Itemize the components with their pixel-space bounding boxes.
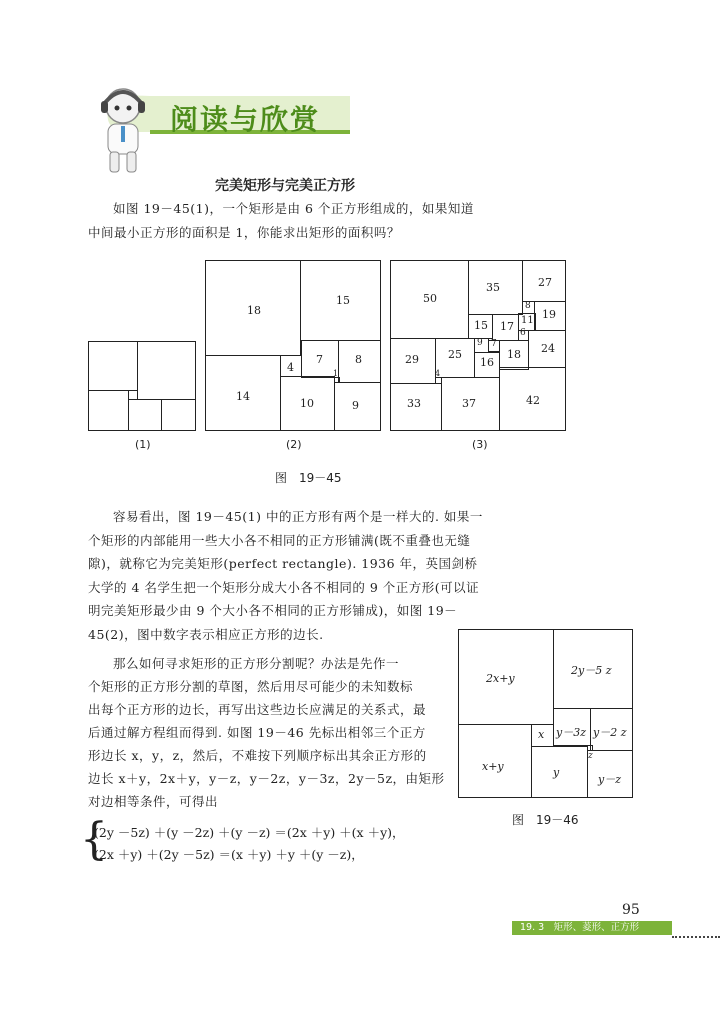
fig2-label-10: 10 xyxy=(300,397,314,410)
fig3-label-4: 4 xyxy=(435,369,441,378)
fig2-label-18: 18 xyxy=(247,304,261,317)
paragraph-method-line1: 那么如何寻求矩形的正方形分割呢？办法是先作一 xyxy=(113,656,400,671)
fig3-label-8: 8 xyxy=(525,301,531,311)
square xyxy=(88,341,138,391)
fig46-label-2x-plus-y: 2x+y xyxy=(486,672,515,685)
fig45-subcaption-3: (3) xyxy=(472,438,488,451)
paragraph-perfect-rectangle: 容易看出，图 19－45(1) 中的正方形有两个是一样大的. 如果一个矩形的内部能用一些大小各不相同的正方形铺满(既不重叠也无缝隙)，就称它为完美矩形(perfect rectangle). 1936 年，英国剑桥大学的 4 名学生把一个矩形分成大小各不相同的 9 个正方形(可以证明完美矩形最少由 9 个大小各不相同的正方形铺成)，如图 19－45(2)，图中数字表示相应正方形的边长. xyxy=(88,509,483,642)
fig46-caption: 图 19－46 xyxy=(512,813,579,827)
paragraph-method-line2: 个矩形的正方形分割的草图，然后用尽可能少的未知数标 xyxy=(88,679,414,694)
fig2-label-4: 4 xyxy=(287,361,294,374)
fig46-label-y-minus-3z: y－3z xyxy=(556,726,587,739)
fig46-label-x: x xyxy=(538,728,545,741)
fig2-label-15: 15 xyxy=(336,294,350,307)
square xyxy=(137,341,196,400)
fig3-label-42: 42 xyxy=(526,394,540,407)
fig46-label-y: y xyxy=(553,766,560,779)
left-brace: { xyxy=(80,814,108,865)
fig3-label-33: 33 xyxy=(407,397,421,410)
fig3-label-25: 25 xyxy=(448,348,462,361)
equation-2: (2x ＋y) ＋(2y －5z) ＝(x ＋y) ＋y ＋(y －z)， xyxy=(94,847,364,862)
equation-system xyxy=(84,822,405,866)
article-title: 完美矩形与完美正方形 xyxy=(215,178,355,194)
fig46-label-z: z xyxy=(588,751,593,761)
fig2-label-14: 14 xyxy=(236,390,250,403)
footer-dotted-line xyxy=(672,936,720,938)
fig3-label-29: 29 xyxy=(405,353,419,366)
fig3-label-11: 11 xyxy=(521,315,534,326)
fig3-label-50: 50 xyxy=(423,292,437,305)
fig3-label-18: 18 xyxy=(507,348,521,361)
fig46-label-y-minus-2z: y－2 z xyxy=(593,726,627,739)
paragraph-method-line5: 形边长 x，y，z，然后，不难按下列顺序标出其余正方形的 xyxy=(88,748,427,763)
footer-section-label: 19. 3 矩形、菱形、正方形 xyxy=(520,922,640,933)
fig46-label-2y-minus-5z: 2y－5 z xyxy=(571,664,612,677)
fig2-label-7: 7 xyxy=(316,353,323,366)
fig3-label-16: 16 xyxy=(480,356,494,369)
fig3-label-9: 9 xyxy=(477,338,483,348)
fig3-label-24: 24 xyxy=(541,342,555,355)
page-number: 95 xyxy=(622,902,640,918)
fig2-label-9: 9 xyxy=(352,399,359,412)
square-y xyxy=(531,746,588,798)
fig3-label-27: 27 xyxy=(538,276,552,289)
fig45-subcaption-1: (1) xyxy=(135,438,151,451)
figure-19-45-2 xyxy=(205,260,381,431)
fig3-label-7: 7 xyxy=(491,339,497,349)
square xyxy=(88,390,129,431)
banner-title: 阅读与欣赏 xyxy=(170,103,321,136)
paragraph-method-line3: 出每个正方形的边长，再写出这些边长应满足的关系式，最 xyxy=(88,702,427,717)
paragraph-method-line6: 边长 x＋y，2x＋y，y－z，y－2z，y－3z，2y－5z，由矩形 xyxy=(88,771,445,786)
fig3-label-17: 17 xyxy=(500,320,514,333)
fig3-label-37: 37 xyxy=(462,397,476,410)
fig3-label-35: 35 xyxy=(486,281,500,294)
fig3-label-6: 6 xyxy=(520,328,526,338)
intro-paragraph: 如图 19－45(1)，一个矩形是由 6 个正方形组成的，如果知道中间最小正方形的面积是 1，你能求出矩形的面积吗？ xyxy=(88,201,474,240)
mascot-icon xyxy=(92,84,154,174)
fig2-label-8: 8 xyxy=(355,353,362,366)
paragraph-method-line7: 对边相等条件，可得出 xyxy=(88,794,219,809)
fig3-label-15: 15 xyxy=(474,319,488,332)
fig2-label-1: 1 xyxy=(333,369,339,378)
figure-19-45-1 xyxy=(88,341,196,431)
paragraph-method-line4: 后通过解方程组而得到. 如图 19－46 先标出相邻三个正方 xyxy=(88,725,426,740)
fig45-caption: 图 19－45 xyxy=(275,471,342,485)
figure-19-46 xyxy=(458,629,633,798)
fig45-subcaption-2: (2) xyxy=(286,438,302,451)
equation-1: (2y －5z) ＋(y －2z) ＋(y －z) ＝(2x ＋y) ＋(x ＋y)， xyxy=(94,825,405,840)
fig46-label-y-minus-z: y－z xyxy=(598,773,622,786)
square xyxy=(161,399,196,431)
fig46-label-x-plus-y: x+y xyxy=(482,760,504,773)
square xyxy=(128,399,162,431)
fig3-label-19: 19 xyxy=(542,308,556,321)
figure-19-45-3 xyxy=(390,260,566,431)
